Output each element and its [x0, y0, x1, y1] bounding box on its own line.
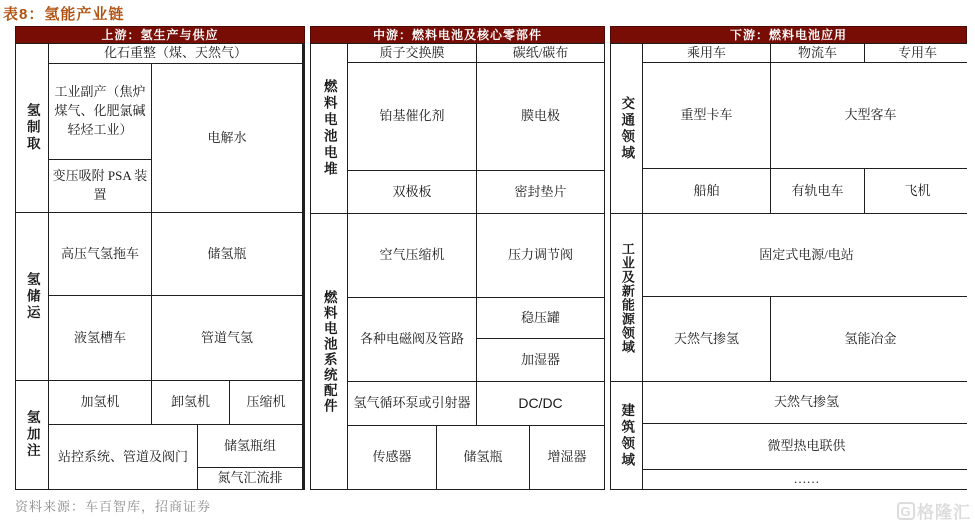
- cell-bipolar-plate: 双极板: [348, 171, 476, 213]
- upstream-header: 上游：氢生产与供应: [15, 26, 305, 43]
- group-label-hydrogen-refueling: 氢加注: [16, 381, 48, 489]
- section-upstream: [15, 26, 305, 490]
- midstream-grid: [310, 43, 605, 490]
- cell-large-bus: 大型客车: [771, 63, 970, 168]
- cell-bottle-group: 储氢瓶组: [198, 425, 302, 467]
- cell-carbon-paper: 碳纸/碳布: [477, 44, 604, 62]
- cell-pipeline-gas: 管道气氢: [152, 296, 302, 380]
- table-title: 表8：氢能产业链: [3, 6, 125, 23]
- source-note: 资料来源：车百智库，招商证券: [15, 499, 212, 514]
- cell-unloader: 卸氢机: [152, 381, 229, 424]
- group-label-fuel-cell-stack: 燃料电池电堆: [311, 44, 347, 213]
- cell-moisturizer: 增湿器: [530, 426, 604, 489]
- cell-station-control: 站控系统、管道及阀门: [49, 425, 197, 489]
- downstream-header: 下游：燃料电池应用: [610, 26, 967, 43]
- cell-sealing-gasket: 密封垫片: [477, 171, 604, 213]
- cell-aircraft: 飞机: [865, 169, 970, 213]
- cell-liquid-tanker: 液氢槽车: [49, 296, 151, 380]
- cell-pt-catalyst: 铂基催化剂: [348, 63, 476, 170]
- group-label-hydrogen-storage-transport: 氢储运: [16, 213, 48, 380]
- cell-passenger-car: 乘用车: [643, 44, 770, 62]
- cell-psa: 变压吸附 PSA 装置: [49, 160, 151, 212]
- cell-nitrogen-manifold: 氮气汇流排: [198, 468, 302, 489]
- cell-fossil-reforming: 化石重整（煤、天然气）: [49, 44, 302, 63]
- cell-ellipsis: ……: [643, 470, 970, 489]
- cell-pressure-valve: 压力调节阀: [477, 214, 604, 297]
- cell-h2-circulation-pump: 氢气循环泵或引射器: [348, 382, 476, 425]
- group-label-transportation: 交通领域: [611, 44, 642, 213]
- group-label-hydrogen-production: 氢制取: [16, 44, 48, 212]
- group-label-building: 建筑领域: [611, 382, 642, 489]
- gelonghui-logo-icon: G: [897, 502, 915, 520]
- midstream-header: 中游：燃料电池及核心零部件: [310, 26, 605, 43]
- gelonghui-watermark-text: 格隆汇: [917, 503, 971, 522]
- cell-air-compressor: 空气压缩机: [348, 214, 476, 297]
- group-label-fuel-cell-system-parts: 燃料电池系统配件: [311, 214, 347, 489]
- cell-h2-bottle: 储氢瓶: [437, 426, 529, 489]
- cell-stationary-power: 固定式电源/电站: [643, 214, 970, 296]
- cell-ng-h2-blending-industry: 天然气掺氢: [643, 297, 770, 381]
- cell-micro-chp: 微型热电联供: [643, 424, 970, 469]
- cell-tram: 有轨电车: [771, 169, 864, 213]
- cell-storage-bottle: 储氢瓶: [152, 213, 302, 295]
- cell-surge-tank: 稳压罐: [477, 298, 604, 338]
- cell-special-vehicle: 专用车: [865, 44, 970, 62]
- cell-heavy-truck: 重型卡车: [643, 63, 770, 168]
- industry-chain-table: [15, 26, 972, 490]
- section-downstream: [610, 26, 967, 490]
- cell-humidifier: 加湿器: [477, 339, 604, 381]
- cell-membrane-electrode: 膜电极: [477, 63, 604, 170]
- group-label-industry-new-energy: 工业及新能源领域: [611, 214, 642, 381]
- cell-sensor: 传感器: [348, 426, 436, 489]
- cell-electrolysis: 电解水: [152, 64, 302, 212]
- cell-h2-metallurgy: 氢能冶金: [771, 297, 970, 381]
- gelonghui-watermark: [897, 498, 971, 523]
- downstream-grid: [610, 43, 967, 490]
- cell-ship: 船舶: [643, 169, 770, 213]
- cell-dispenser: 加氢机: [49, 381, 151, 424]
- cell-pem: 质子交换膜: [348, 44, 476, 62]
- cell-solenoid-valves: 各种电磁阀及管路: [348, 298, 476, 381]
- cell-compressor: 压缩机: [230, 381, 302, 424]
- cell-dcdc: DC/DC: [477, 382, 604, 425]
- cell-industrial-byproduct: 工业副产（焦炉煤气、化肥氯碱轻烃工业）: [49, 64, 151, 159]
- upstream-grid: [15, 43, 305, 490]
- cell-high-pressure-trailer: 高压气氢拖车: [49, 213, 151, 295]
- cell-ng-h2-blending-building: 天然气掺氢: [643, 382, 970, 423]
- section-midstream: [310, 26, 605, 490]
- cell-logistics-vehicle: 物流车: [771, 44, 864, 62]
